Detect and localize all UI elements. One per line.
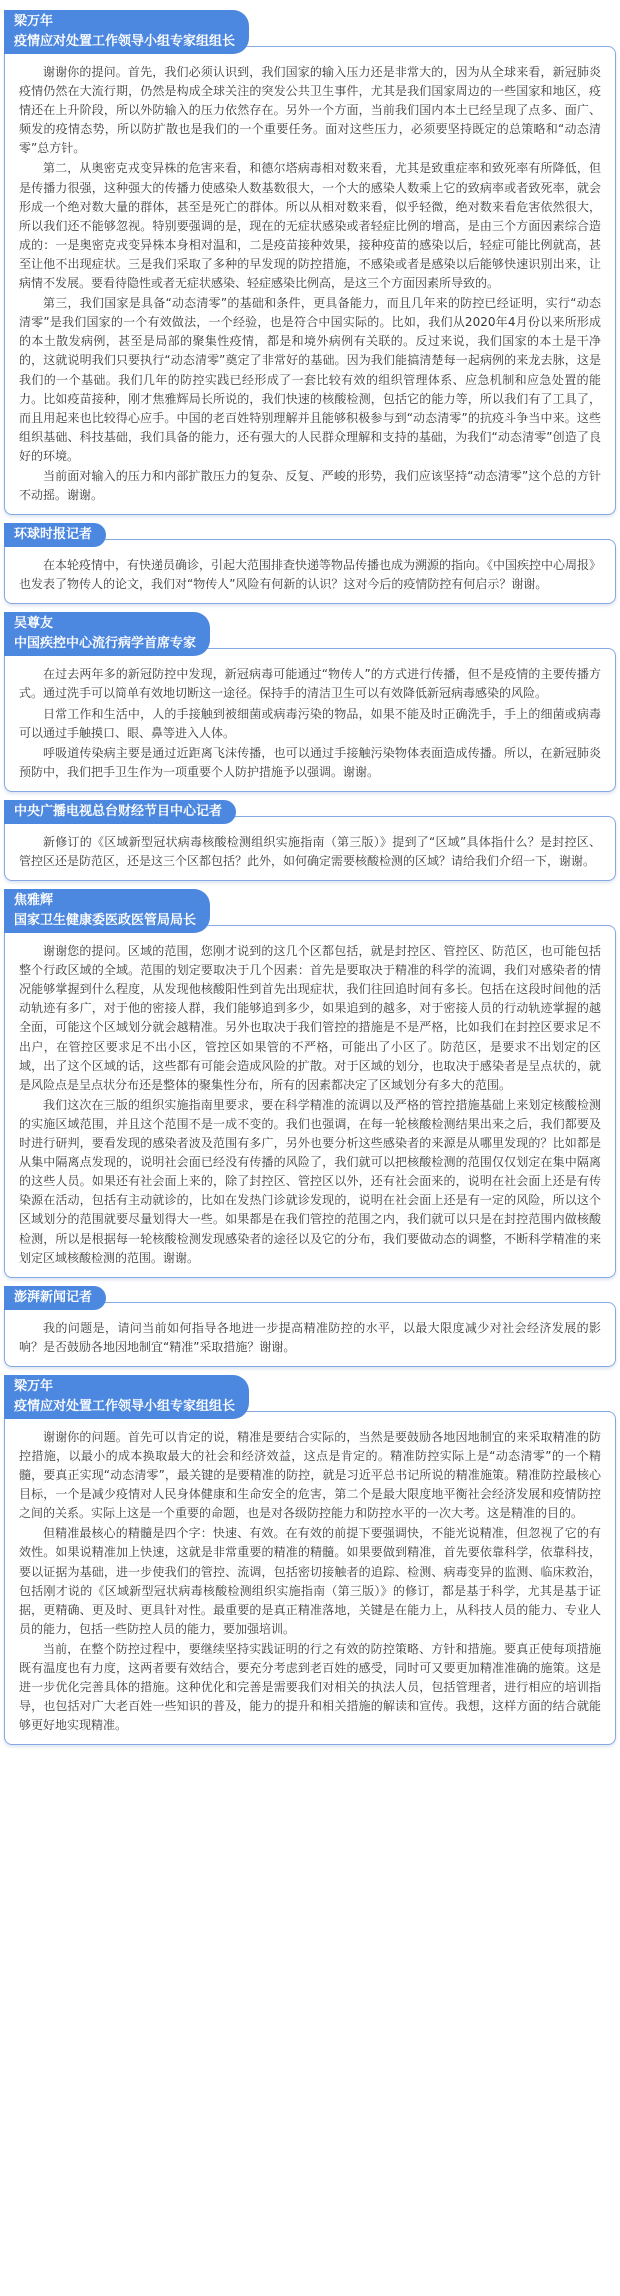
speaker-name: 中央广播电视总台财经节目中心记者: [14, 803, 223, 819]
speaker-tag: [4, 1286, 106, 1310]
speaker-tag: [4, 800, 236, 824]
speaker-tag: [4, 523, 106, 547]
paragraph: 我们这次在三版的组织实施指南里要求，要在科学精准的流调以及严格的管控措施基础上来划定核酸检测的实施区域范围，并且这个范围不是一成不变的。我们也强调，在每一轮核酸检测结果出来之后，我们都要及时进行研判，要看发现的感染者波及范围有多广，另外也要分析这些感染者的来源是从哪里发现的？比如都是从集中隔离点发现的，说明社会面已经没有传播的风险了，我们就可以把核酸检测的范围仅仅划定在集中隔离的这些人员。如果还有社会面上来的，除了封控区、管控区以外，还有社会面来的，说明在社会面上还是有传染源在活动，包括有主动就诊的，比如在发热门诊就诊发现的，说明在社会面上还是有一定的风险，所以这个区域划分的范围就要尽量划得大一些。如果都是在我们管控的范围之内，我们就可以只是在封控范围内做核酸检测，所以是根据每一轮核酸检测发现感染者的途径以及它的分布，我们要做动态的调整，不断科学精准的来划定区域核酸检测的范围。谢谢。: [19, 1097, 601, 1265]
speaker-name: 梁万年: [14, 1378, 54, 1394]
paragraph: 在过去两年多的新冠防控中发现，新冠病毒可能通过“物传人”的方式进行传播，但不是疫情的主要传播方式。通过洗手可以简单有效地切断这一途径。保持手的清洁卫生可以有效降低新冠病毒感染的风险。: [19, 667, 601, 701]
paragraph: 新修订的《区域新型冠状病毒核酸检测组织实施指南（第三版）》提到了“区域”具体指什么？是封控区、管控区还是防范区，还是这三个区都包括？此外，如何确定需要核酸检测的区域？请给我们介绍一下，谢谢。: [19, 834, 601, 868]
speaker-tag: [4, 889, 210, 933]
content-box: [4, 1302, 616, 1367]
speaker-title: 中国疾控中心流行病学首席专家: [14, 636, 197, 652]
paragraph: 谢谢你的问题。首先可以肯定的说，精准是要结合实际的，当然是要鼓励各地因地制宜的来采取精准的防控措施，以最小的成本换取最大的社会和经济效益，这点是肯定的。精准防控实际上是“动态清零”的一个精髓，要真正实现“动态清零”，最关键的是要精准的防控，就是习近平总书记所说的精准施策。精准防控最核心目标，一个是减少疫情对人民身体健康和生命安全的危害，第二个是最大限度地平衡社会经济发展和疫情防控之间的关系。实际上这是一个重要的命题，也是对各级防控能力和防控水平的一次大考。这是精准的目的。: [19, 1429, 601, 1521]
speaker-tag: [4, 1375, 249, 1419]
speaker-name: 环球时报记者: [14, 527, 93, 543]
paragraph: 第三，我们国家是具备“动态清零”的基础和条件，更具备能力，而且几年来的防控已经证明，实行“动态清零”是我们国家的一个有效做法，一个经验，也是符合中国实际的。比如，我们从2020年4月份以来所形成的本土散发病例，甚至是局部的聚集性疫情，都是和境外病例有关联的。反过来说，我们国家的本土是干净的，这就说明我们只要执行“动态清零”奠定了非常好的基础。因为我们能搞清楚每一起病例的来龙去脉，这是我们的一个基础。我们几年的防控实践已经形成了一套比较有效的组织管理体系、应急机制和应急处置的能力。比如疫苗接种，刚才焦雅辉局长所说的，我们快速的核酸检测，包括它的能力等，所以我们有了工具了，而且用起来也比较得心应手。中国的老百姓特别理解并且能够积极参与到“动态清零”的抗疫斗争当中来。这些组织基础、科技基础，我们具备的能力，还有强大的人民群众理解和支持的基础，为我们“动态清零”创造了良好的环境。: [19, 296, 601, 463]
speaker-name: 澎湃新闻记者: [14, 1289, 93, 1305]
paragraph: 日常工作和生活中，人的手接触到被细菌或病毒污染的物品，如果不能及时正确洗手，手上的细菌或病毒可以通过手触摸口、眼、鼻等进入人体。: [19, 706, 601, 740]
qa-block: [4, 612, 616, 792]
speaker-title: 国家卫生健康委医政医管局局长: [14, 913, 197, 929]
qa-block: [4, 800, 616, 881]
paragraph: 第二，从奥密克戎变异株的危害来看，和德尔塔病毒相对数来看，尤其是致重症率和致死率有所降低，但是传播力很强，这种强大的传播力使感染人数基数很大，一个大的感染人数乘上它的致病率或者致死率，就会形成一个绝对数大量的群体，甚至是死亡的群体。所以从相对数来看，似乎轻微，绝对数来看危害依然很大，所以我们还不能够忽视。特别要强调的是，现在的无症状感染或者轻症比例的增高，是由三个方面因素综合造成的：一是奥密克戎变异株本身相对温和，二是疫苗接种效果，接种疫苗的感染以后，轻症可能比例就高，甚至让他不出现症状。三是我们采取了多种的早发现的防控措施，不感染或者是感染以后能够快速识别出来，让病情不发展。要看待隐性或者无症状感染、轻症感染比例高，是这三个方面因素所导致的。: [19, 161, 601, 291]
paragraph: 谢谢你的提问。首先，我们必须认识到，我们国家的输入压力还是非常大的，因为从全球来看，新冠肺炎疫情仍然在大流行期，仍然是构成全球关注的突发公共卫生事件，尤其是我们国家周边的一些国家和地区，疫情还在上升阶段，所以外防输入的压力依然存在。另外一个方面，当前我们国内本土已经呈现了点多、面广、频发的疫情态势，所以防扩散也是我们的一个重要任务。面对这些压力，必须要坚持既定的总策略和“动态清零”总方针。: [19, 65, 601, 156]
paragraph: 但精准最核心的精髓是四个字：快速、有效。在有效的前提下要强调快，不能光说精准，但忽视了它的有效性。如果说精准加上快速，这就是非常重要的精准的精髓。如果要做到精准，首先要依靠科学，依靠科技，要以证据为基础，进一步使我们的管控、流调，包括密切接触者的追踪、检测、病毒变异的监测、临床救治，包括刚才说的《区域新型冠状病毒核酸检测组织实施指南（第三版）》的修订，都是基于科学，尤其是基于证据，更精确、更及时、更具针对性。最重要的是真正精准落地，关键是在能力上，从科技人员的能力、专业人员的能力，包括一些防控人员的能力，要加强培训。: [19, 1526, 601, 1636]
speaker-tag: [4, 10, 249, 54]
paragraph: 谢谢您的提问。区域的范围，您刚才说到的这几个区都包括，就是封控区、管控区、防范区，也可能包括整个行政区域的全域。范围的划定要取决于几个因素：首先是要取决于精准的科学的流调，我们对感染者的情况能够掌握到什么程度，从发现他核酸阳性到首先出现症状，我们往回追时间有多长。包括在这段时间他的活动轨迹有多广，对于他的密接人群，我们能够追到多少，如果追到的越多，对于密接人员的行动轨迹掌握的越全面，可能这个区域划分就会越精准。另外也取决于我们管控的措施是不是严格，比如我们在封控区要求足不出户，在管控区要求足不出小区，管控区如果管的不严格，可能出了小区了。防范区，是要求不出划定的区域，出了这个区域的话，这些都有可能会造成风险的扩散。对于区域的划分，也取决于感染者是呈点状的，就是风险点是呈点状分布还是整体的聚集性分布，所有的因素都决定了区域划分有多大的范围。: [19, 944, 601, 1092]
content-box: [4, 539, 616, 604]
speaker-title: 疫情应对处置工作领导小组专家组组长: [14, 1398, 236, 1414]
qa-block: [4, 1375, 616, 1746]
speaker-name: 吴尊友: [14, 616, 54, 632]
paragraph: 呼吸道传染病主要是通过近距离飞沫传播，也可以通过手接触污染物体表面造成传播。所以，在新冠肺炎预防中，我们把手卫生作为一项重要个人防护措施予以强调。谢谢。: [19, 745, 601, 779]
qa-block: [4, 889, 616, 1278]
paragraph: 当前，在整个防控过程中，要继续坚持实践证明的行之有效的防控策略、方针和措施。要真正使每项措施既有温度也有力度，这两者要有效结合，要充分考虑到老百姓的感受，同时可又要更加精准准确的施策。这是进一步优化完善具体的措施。这种优化和完善是需要我们对相关的执法人员，包括管理者，进行相应的培训指导，也包括对广大老百姓一些知识的普及，能力的提升和相关措施的解读和宣传。我想，这样方面的结合就能够更好地实现精准。: [19, 1641, 601, 1733]
content-box: [4, 925, 616, 1278]
qa-block: [4, 10, 616, 515]
speaker-tag: [4, 612, 210, 656]
paragraph: 我的问题是，请问当前如何指导各地进一步提高精准防控的水平，以最大限度减少对社会经济发展的影响？是否鼓励各地因地制宜“精准”采取措施？谢谢。: [19, 1320, 601, 1354]
speaker-name: 焦雅辉: [14, 893, 54, 909]
paragraph: 当前面对输入的压力和内部扩散压力的复杂、反复、严峻的形势，我们应该坚持“动态清零”这个总的方针不动摇。谢谢。: [19, 468, 601, 503]
qa-block: [4, 1286, 616, 1367]
qa-block: [4, 523, 616, 604]
speaker-name: 梁万年: [14, 14, 54, 29]
paragraph: 在本轮疫情中，有快递员确诊，引起大范围排查快递等物品传播也成为溯源的指向。《中国疾控中心周报》也发表了物传人的论文，我们对“物传人”风险有何新的认识？这对今后的疫情防控有何启示？谢谢。: [19, 558, 602, 592]
content-box: [4, 648, 616, 792]
content-box: [4, 1411, 616, 1746]
speaker-title: 疫情应对处置工作领导小组专家组组长: [14, 34, 236, 49]
content-box: [4, 46, 616, 515]
content-box: [4, 816, 616, 881]
